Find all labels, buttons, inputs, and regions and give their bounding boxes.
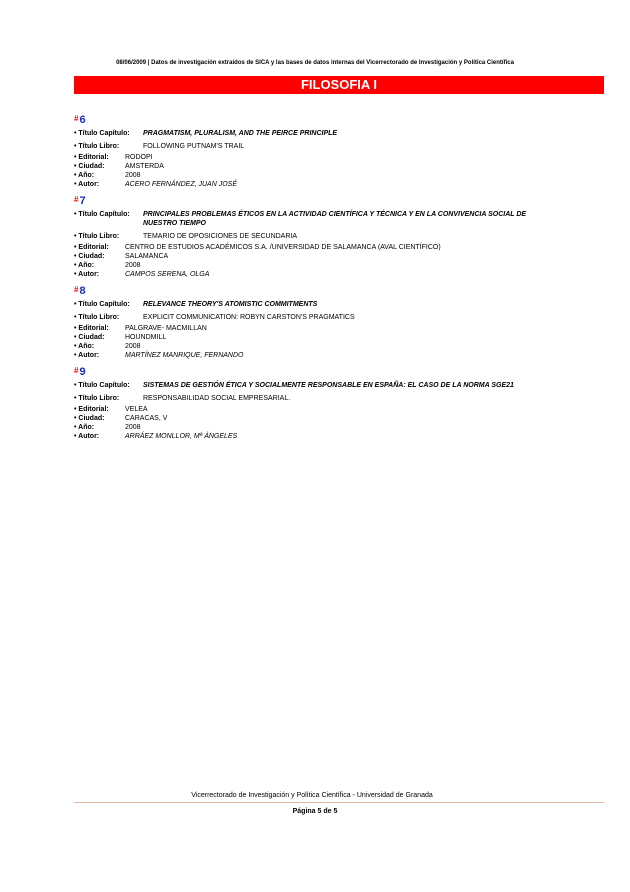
city-row [74,162,534,171]
chapter-title-row [74,381,534,394]
publisher: CENTRO DE ESTUDIOS ACADÉMICOS S.A. /UNIVERSIDAD DE SALAMANCA (AVAL CIENTÍFICO) [125,244,441,251]
page-number: Página 5 de 5 [292,808,338,815]
entry-number: #7 [74,195,86,207]
field-label: • Ciudad: [74,334,105,341]
author: CAMPOS SERENA, OLGA [125,271,210,278]
author: ACERO FERNÁNDEZ, JUAN JOSÉ [125,181,238,188]
book-title: RESPONSABILIDAD SOCIAL EMPRESARIAL. [143,395,291,402]
page-header: 08/06/2009 | Datos de investigación extraídos de SICA y las bases de datos internas del Vicerrectorado de Investigación y Política Científica [116,60,514,66]
field-label: • Autor: [74,352,100,359]
chapter-title-row [74,300,534,313]
chapter-title: SISTEMAS DE GESTIÓN ÉTICA Y SOCIALMENTE RESPONSABLE EN ESPAÑA: EL CASO DE LA NORMA SGE21 [143,382,514,389]
book-title-row [74,394,534,403]
field-label: • Título Libro: [74,143,120,150]
publisher: VELEA [125,406,148,413]
book-title: TEMARIO DE OPOSICIONES DE SECUNDARIA [143,233,298,240]
author-row [74,180,534,189]
chapter-title: PRAGMATISM, PLURALISM, AND THE PEIRCE PRINCIPLE [143,130,338,137]
book-title: FOLLOWING PUTNAM'S TRAIL [143,143,245,150]
publisher-row [74,405,534,414]
publisher-row [74,243,534,252]
field-label: • Autor: [74,433,100,440]
field-label: • Autor: [74,271,100,278]
chapter-title: PRINCIPALES PROBLEMAS ÉTICOS EN LA ACTIVIDAD CIENTÍFICA Y TÉCNICA Y EN LA CONVIVENCIA SOCIAL DE NUESTRO TIEMPO [143,211,527,227]
entry [74,366,534,441]
entry-number: #6 [74,114,86,126]
hash-icon: # [74,366,79,375]
entry-list [74,114,534,447]
book-title-row [74,313,534,322]
city-row [74,252,534,261]
author-row [74,432,534,441]
year: 2008 [125,424,141,431]
field-label: • Año: [74,343,95,350]
footer-divider [74,802,604,803]
year-row [74,261,534,270]
field-label: • Año: [74,262,95,269]
year: 2008 [125,262,141,269]
city: CARACAS, V [125,415,168,422]
field-label: • Título Libro: [74,395,120,402]
year-row [74,342,534,351]
hash-icon: # [74,285,79,294]
field-label: • Autor: [74,181,100,188]
field-label: • Editorial: [74,325,109,332]
field-label: • Editorial: [74,154,109,161]
entry-number: #9 [74,366,86,378]
field-label: • Título Capítulo: [74,301,130,308]
publisher: PALGRAVE- MACMILLAN [125,325,207,332]
city: AMSTERDA [125,163,164,170]
city-row [74,414,534,423]
field-label: • Título Libro: [74,233,120,240]
field-label: • Editorial: [74,244,109,251]
field-label: • Título Libro: [74,314,120,321]
year: 2008 [125,343,141,350]
book-title-row [74,232,534,241]
field-label: • Título Capítulo: [74,211,130,218]
hash-icon: # [74,195,79,204]
year-row [74,171,534,180]
city-row [74,333,534,342]
book-title-row [74,142,534,151]
footer-institution: Vicerrectorado de Investigación y Política Científica - Universidad de Granada [191,792,433,799]
entry [74,195,534,279]
field-label: • Título Capítulo: [74,382,130,389]
entry-number: #8 [74,285,86,297]
field-label: • Ciudad: [74,415,105,422]
field-label: • Ciudad: [74,163,105,170]
chapter-title-row [74,129,534,142]
publisher-row [74,153,534,162]
city: HOUNDMILL [125,334,167,341]
field-label: • Ciudad: [74,253,105,260]
year: 2008 [125,172,141,179]
entry [74,285,534,360]
city: SALAMANCA [125,253,169,260]
year-row [74,423,534,432]
chapter-title-row [74,210,534,232]
book-title: EXPLICIT COMMUNICATION: ROBYN CARSTON'S PRAGMATICS [143,314,355,321]
field-label: • Año: [74,172,95,179]
author-row [74,351,534,360]
hash-icon: # [74,114,79,123]
section-title: FILOSOFIA I [74,76,604,94]
field-label: • Título Capítulo: [74,130,130,137]
author: MARTÍNEZ MANRIQUE, FERNANDO [125,352,244,359]
field-label: • Año: [74,424,95,431]
field-label: • Editorial: [74,406,109,413]
author-row [74,270,534,279]
publisher-row [74,324,534,333]
entry [74,114,534,189]
chapter-title: RELEVANCE THEORY'S ATOMISTIC COMMITMENTS [143,301,318,308]
author: ARRÁEZ MONLLOR, Mª ÁNGELES [125,433,238,440]
publisher: RODOPI [125,154,153,161]
